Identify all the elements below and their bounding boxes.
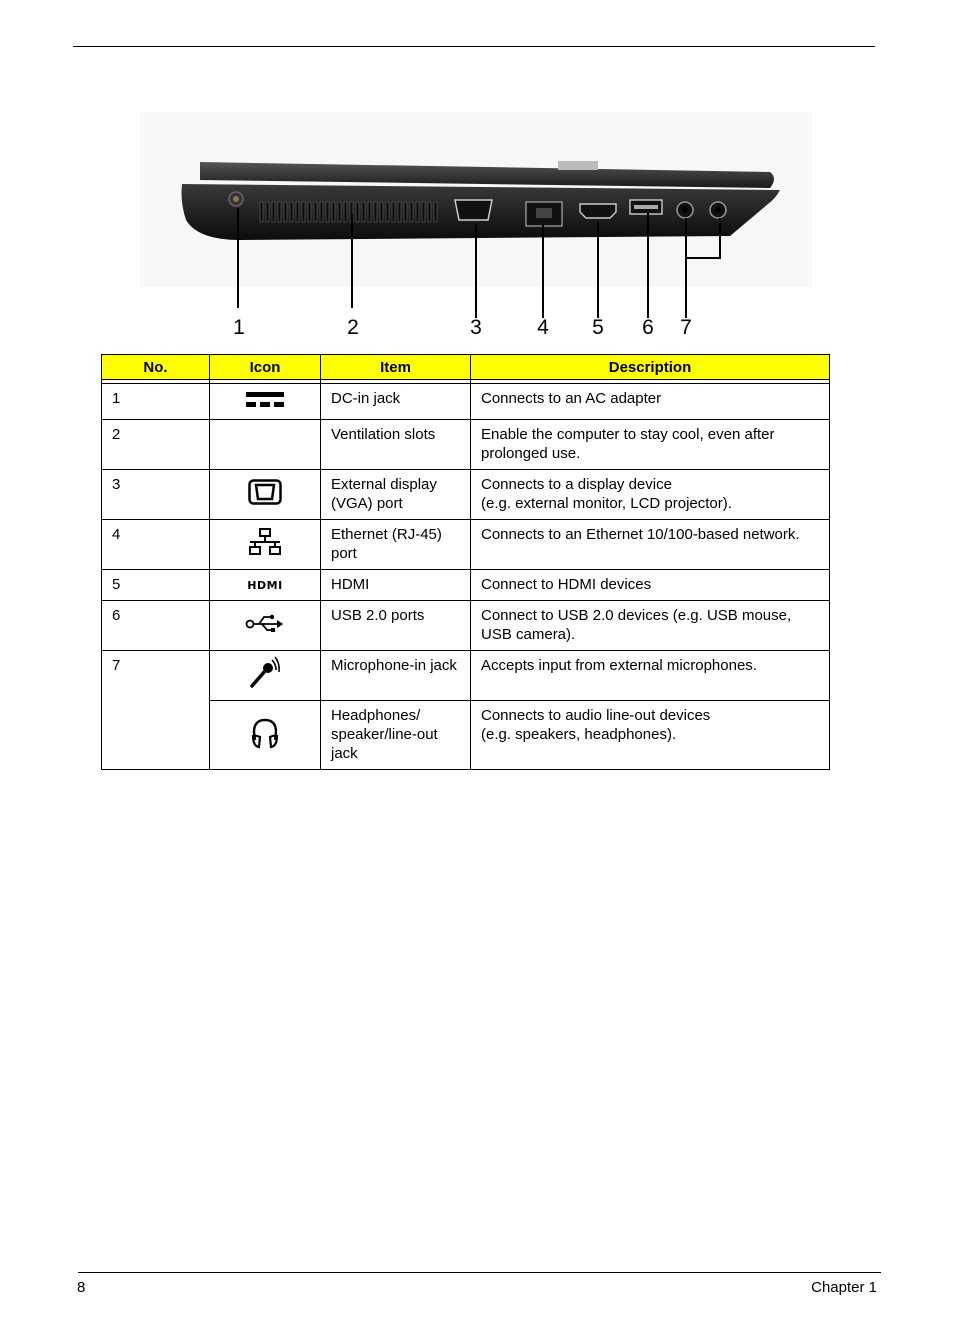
row-item: USB 2.0 ports — [321, 601, 471, 651]
row-number: 7 — [102, 651, 210, 770]
row-item: Microphone-in jack — [321, 651, 471, 701]
row-description — [471, 470, 830, 520]
header-item: Item — [321, 355, 471, 380]
description-line-2: (e.g. speakers, headphones). — [481, 726, 677, 743]
row-number: 1 — [102, 384, 210, 420]
row-description: Connects to an Ethernet 10/100-based network. — [471, 520, 830, 570]
row-item: HDMI — [321, 570, 471, 601]
table-row — [102, 570, 830, 601]
table-row — [102, 420, 830, 470]
row-item: External display (VGA) port — [321, 470, 471, 520]
row-icon-cell — [210, 601, 321, 651]
row-item: Headphones/ speaker/line-out jack — [321, 701, 471, 770]
header-description: Description — [471, 355, 830, 380]
page-number: 8 — [77, 1279, 86, 1296]
description-line-1: Connects to audio line-out devices — [481, 707, 711, 724]
table-row — [102, 701, 830, 770]
table-row — [102, 470, 830, 520]
row-description: Enable the computer to stay cool, even after prolonged use. — [471, 420, 830, 470]
description-line-2: (e.g. external monitor, LCD projector). — [481, 495, 732, 512]
table-row — [102, 384, 830, 420]
row-number: 3 — [102, 470, 210, 520]
laptop-side-figure — [140, 112, 812, 350]
row-description — [471, 701, 830, 770]
row-icon-cell — [210, 570, 321, 601]
description-line-1: Connects to a display device — [481, 476, 672, 493]
header-icon: Icon — [210, 355, 321, 380]
row-icon-cell — [210, 701, 321, 770]
callout-6: 6 — [642, 316, 654, 339]
hdmi-icon: HDMI — [247, 579, 283, 592]
ports-table — [101, 354, 830, 770]
footer-rule — [78, 1272, 881, 1273]
row-number: 5 — [102, 570, 210, 601]
header-rule — [73, 46, 875, 47]
row-item: Ethernet (RJ-45) port — [321, 520, 471, 570]
row-description: Connect to HDMI devices — [471, 570, 830, 601]
callout-3: 3 — [470, 316, 482, 339]
callout-5: 5 — [592, 316, 604, 339]
row-number: 2 — [102, 420, 210, 470]
callout-7: 7 — [680, 316, 692, 339]
callout-2: 2 — [347, 316, 359, 339]
ethernet-icon — [248, 528, 282, 556]
row-icon-cell — [210, 420, 321, 470]
table-row — [102, 651, 830, 701]
row-item: Ventilation slots — [321, 420, 471, 470]
callout-4: 4 — [537, 316, 549, 339]
row-icon-cell — [210, 520, 321, 570]
row-icon-cell — [210, 651, 321, 701]
usb-icon — [245, 613, 285, 633]
vga-icon — [248, 479, 282, 505]
table-row — [102, 601, 830, 651]
row-description: Accepts input from external microphones. — [471, 651, 830, 701]
table-row — [102, 520, 830, 570]
row-description: Connects to an AC adapter — [471, 384, 830, 420]
row-icon-cell — [210, 384, 321, 420]
callout-1: 1 — [233, 316, 245, 339]
row-item: DC-in jack — [321, 384, 471, 420]
row-icon-cell — [210, 470, 321, 520]
header-no: No. — [102, 355, 210, 380]
row-number: 4 — [102, 520, 210, 570]
dc-in-icon — [246, 389, 284, 409]
row-description: Connect to USB 2.0 devices (e.g. USB mouse, USB camera). — [471, 601, 830, 651]
row-number: 6 — [102, 601, 210, 651]
table-header-row — [102, 355, 830, 380]
chapter-label: Chapter 1 — [811, 1279, 877, 1296]
microphone-icon — [248, 656, 282, 690]
headphones-icon — [250, 716, 280, 750]
